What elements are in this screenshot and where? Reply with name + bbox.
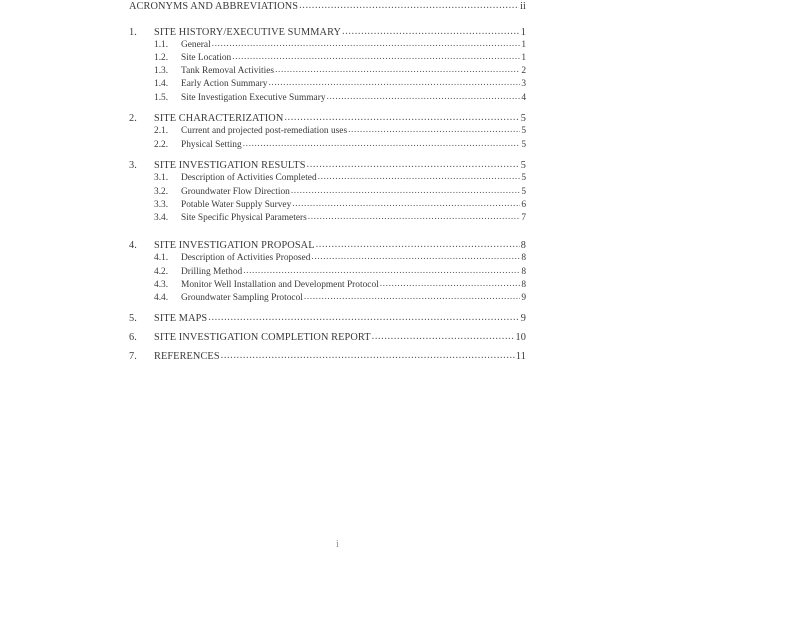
toc-entry-number: 4.4. <box>154 293 169 303</box>
toc-entry-page: 1 <box>521 40 526 50</box>
toc-entry-section-3-3[interactable] <box>154 199 526 212</box>
toc-entry-number: 4. <box>129 240 137 251</box>
toc-entry-label: Monitor Well Installation and Development Protocol <box>181 280 379 290</box>
toc-entry-section-4-3[interactable] <box>154 279 526 292</box>
toc-entry-number: 7. <box>129 351 137 362</box>
toc-entry-number: 1.5. <box>154 93 169 103</box>
toc-entry-label: Early Action Summary <box>181 79 268 89</box>
toc-entry-section-2-2[interactable] <box>154 139 526 152</box>
toc-entry-label: SITE INVESTIGATION COMPLETION REPORT <box>154 332 371 343</box>
toc-entry-section-4-2[interactable] <box>154 266 526 279</box>
toc-entry-page: 7 <box>521 213 526 223</box>
toc-entry-section-3-4[interactable] <box>154 212 526 225</box>
toc-entry-section-1[interactable] <box>129 26 526 39</box>
toc-entry-label: General <box>181 40 211 50</box>
toc-entry-page: 9 <box>520 313 526 324</box>
toc-entry-section-1-5[interactable] <box>154 92 526 105</box>
toc-entry-label: SITE INVESTIGATION RESULTS <box>154 160 306 171</box>
toc-entry-label: Description of Activities Proposed <box>181 253 311 263</box>
toc-entry-page: 3 <box>521 79 526 89</box>
toc-entry-label: SITE CHARACTERIZATION <box>154 113 284 124</box>
toc-entry-number: 3. <box>129 160 137 171</box>
toc-entry-section-3[interactable] <box>129 159 526 172</box>
toc-entry-page: 2 <box>521 66 526 76</box>
toc-entry-number: 1.1. <box>154 40 169 50</box>
dot-leader <box>380 279 521 292</box>
toc-entry-section-7[interactable] <box>129 350 526 363</box>
toc-entry-section-2[interactable] <box>129 112 526 125</box>
toc-entry-number: 5. <box>129 313 137 324</box>
toc-entry-section-3-1[interactable] <box>154 172 526 185</box>
dot-leader <box>327 92 521 105</box>
toc-entry-page: 6 <box>521 200 526 210</box>
toc-entry-section-2-1[interactable] <box>154 125 526 138</box>
toc-entry-section-1-4[interactable] <box>154 78 526 91</box>
toc-entry-section-3-2[interactable] <box>154 186 526 199</box>
toc-entry-page: 4 <box>521 93 526 103</box>
toc-entry-number: 3.2. <box>154 187 169 197</box>
toc-entry-section-4-4[interactable] <box>154 292 526 305</box>
toc-entry-section-6[interactable] <box>129 331 526 344</box>
toc-entry-page: 5 <box>521 140 526 150</box>
toc-entry-page: 10 <box>515 332 526 343</box>
toc-entry-label: Site Specific Physical Parameters <box>181 213 307 223</box>
dot-leader <box>299 0 519 13</box>
toc-entry-page: 8 <box>520 240 526 251</box>
toc-entry-number: 2. <box>129 113 137 124</box>
toc-entry-page: 8 <box>521 253 526 263</box>
toc-entry-number: 1.4. <box>154 79 169 89</box>
toc-entry-section-1-1[interactable] <box>154 39 526 52</box>
dot-leader <box>342 26 520 39</box>
toc-entry-label: REFERENCES <box>154 351 220 362</box>
toc-entry-page: 9 <box>521 293 526 303</box>
toc-entry-label: Groundwater Sampling Protocol <box>181 293 303 303</box>
dot-leader <box>221 350 515 363</box>
toc-entry-number: 4.3. <box>154 280 169 290</box>
dot-leader <box>348 125 520 138</box>
toc-entry-label: SITE MAPS <box>154 313 208 324</box>
toc-entry-number: 1. <box>129 27 137 38</box>
dot-leader <box>284 112 519 125</box>
toc-entry-page: 5 <box>520 160 526 171</box>
toc-entry-label: Groundwater Flow Direction <box>181 187 290 197</box>
toc-entry-page: ii <box>520 1 526 12</box>
dot-leader <box>304 292 520 305</box>
dot-leader <box>307 159 520 172</box>
toc-entry-label: Site Location <box>181 53 232 63</box>
toc-entry-number: 1.2. <box>154 53 169 63</box>
dot-leader <box>372 331 515 344</box>
toc-entry-label: Physical Setting <box>181 140 242 150</box>
toc-entry-page: 1 <box>520 27 526 38</box>
toc-entry-section-1-3[interactable] <box>154 65 526 78</box>
toc-entry-section-4[interactable] <box>129 239 526 252</box>
dot-leader <box>318 172 521 185</box>
dot-leader <box>311 252 520 265</box>
toc-entry-page: 5 <box>520 113 526 124</box>
dot-leader <box>308 212 521 225</box>
toc-entry-label: Drilling Method <box>181 267 243 277</box>
toc-entry-label: Description of Activities Completed <box>181 173 317 183</box>
dot-leader <box>232 52 520 65</box>
toc-entry-label: SITE INVESTIGATION PROPOSAL <box>154 240 315 251</box>
toc-entry-section-4-1[interactable] <box>154 252 526 265</box>
toc-entry-number: 1.3. <box>154 66 169 76</box>
toc-entry-number: 4.2. <box>154 267 169 277</box>
toc-entry-number: 2.1. <box>154 126 169 136</box>
dot-leader <box>275 65 520 78</box>
toc-entry-page: 5 <box>521 126 526 136</box>
toc-entry-number: 6. <box>129 332 137 343</box>
dot-leader <box>316 239 520 252</box>
toc-entry-number: 3.4. <box>154 213 169 223</box>
dot-leader <box>212 39 521 52</box>
dot-leader <box>268 78 520 91</box>
toc-entry-page: 1 <box>521 53 526 63</box>
toc-entry-section-5[interactable] <box>129 312 526 325</box>
toc-entry-section-1-2[interactable] <box>154 52 526 65</box>
toc-entry-number: 3.3. <box>154 200 169 210</box>
dot-leader <box>291 186 520 199</box>
dot-leader <box>243 266 520 279</box>
toc-entry-acronyms[interactable] <box>129 0 526 13</box>
toc-entry-number: 4.1. <box>154 253 169 263</box>
toc-entry-label: Tank Removal Activities <box>181 66 275 76</box>
toc-entry-number: 3.1. <box>154 173 169 183</box>
dot-leader <box>243 139 521 152</box>
toc-entry-page: 8 <box>521 267 526 277</box>
toc-entry-label: Site Investigation Executive Summary <box>181 93 326 103</box>
toc-entry-label: Potable Water Supply Survey <box>181 200 292 210</box>
toc-entry-label: SITE HISTORY/EXECUTIVE SUMMARY <box>154 27 342 38</box>
toc-entry-page: 5 <box>521 187 526 197</box>
dot-leader <box>292 199 520 212</box>
page-number: i <box>336 539 339 550</box>
toc-entry-page: 8 <box>521 280 526 290</box>
toc-entry-page: 5 <box>521 173 526 183</box>
toc-entry-label: ACRONYMS AND ABBREVIATIONS <box>129 1 299 12</box>
dot-leader <box>208 312 519 325</box>
toc-entry-page: 11 <box>515 351 526 362</box>
toc-entry-label: Current and projected post-remediation uses <box>181 126 348 136</box>
toc-entry-number: 2.2. <box>154 140 169 150</box>
